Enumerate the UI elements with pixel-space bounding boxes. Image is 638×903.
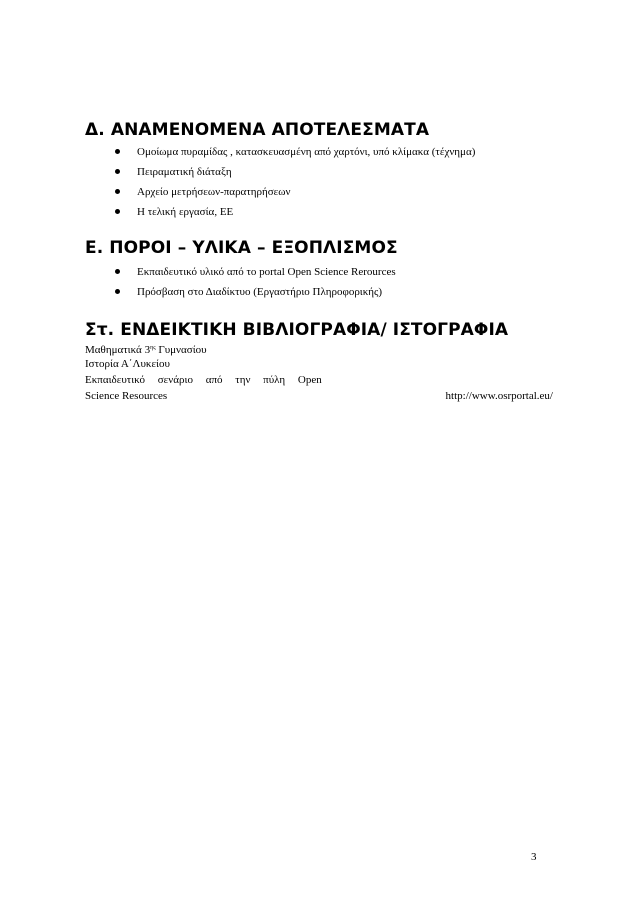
section-heading-expected-results: Δ. ΑΝΑΜΕΝΟΜΕΝΑ ΑΠΟΤΕΛΕΣΜΑΤΑ <box>85 120 430 140</box>
list-item-text: Αρχείο μετρήσεων-παρατηρήσεων <box>137 186 291 198</box>
bibliography-line: Εκπαιδευτικό σενάριο από την πύλη Open <box>85 374 322 386</box>
bibliography-text: Γυμνασίου <box>155 344 207 356</box>
bullet-icon <box>115 149 120 154</box>
list-item-text: Εκπαιδευτικό υλικό από το portal Open Science Rerources <box>137 266 396 278</box>
bibliography-text: Μαθηματικά 3 <box>85 344 151 356</box>
list-item <box>115 182 475 202</box>
section-heading-bibliography: Στ. ΕΝΔΕΙΚΤΙΚΗ ΒΙΒΛΙΟΓΡΑΦΙΑ/ ΙΣΤΟΓΡΑΦΙΑ <box>85 320 509 340</box>
bibliography-line: Ιστορία Α΄Λυκείου <box>85 358 170 370</box>
list-item-text: Πειραματική διάταξη <box>137 166 232 178</box>
bullet-icon <box>115 189 120 194</box>
bullet-icon <box>115 169 120 174</box>
list-item <box>115 162 475 182</box>
bibliography-block <box>85 340 553 404</box>
list-item-text: Πρόσβαση στο Διαδίκτυο (Εργαστήριο Πληροφορικής) <box>137 286 383 298</box>
bibliography-line <box>85 388 553 404</box>
bibliography-url[interactable]: http://www.osrportal.eu/ <box>445 390 553 402</box>
list-item <box>115 142 475 162</box>
bullet-icon <box>115 289 120 294</box>
bullet-icon <box>115 209 120 214</box>
list-item-text: Η τελική εργασία, ΕΕ <box>137 206 234 218</box>
list-item-text: Ομοίωμα πυραμίδας , κατασκευασμένη από χαρτόνι, υπό κλίμακα (τέχνημα) <box>137 146 476 158</box>
list-item <box>115 262 396 282</box>
resources-list <box>115 262 396 302</box>
list-item <box>115 282 396 302</box>
section-heading-resources: Ε. ΠΟΡΟΙ – ΥΛΙΚΑ – ΕΞΟΠΛΙΣΜΟΣ <box>85 238 398 258</box>
page-number: 3 <box>531 851 537 863</box>
bullet-icon <box>115 269 120 274</box>
expected-results-list <box>115 142 475 222</box>
bibliography-line <box>85 340 553 356</box>
list-item <box>115 202 475 222</box>
bibliography-text: Science Resources <box>85 390 168 402</box>
ordinal-superscript: ης <box>150 345 156 351</box>
